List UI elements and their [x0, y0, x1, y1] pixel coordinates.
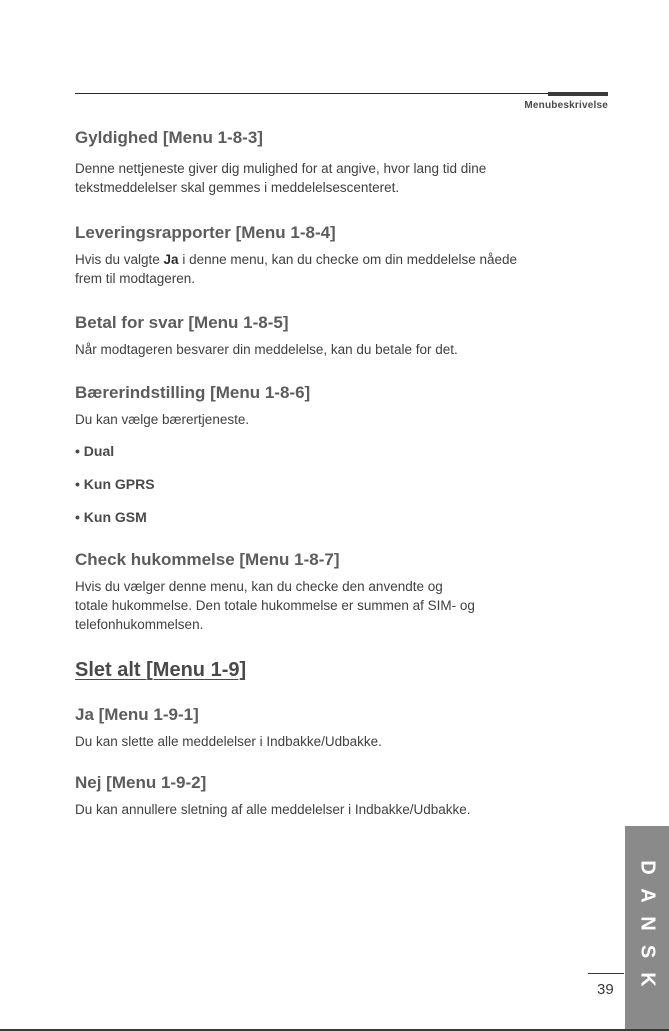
text-levering-line1 [75, 250, 517, 269]
text-check-line3: telefonhukommelsen. [75, 617, 204, 632]
page-number: 39 [597, 981, 614, 998]
tab-letter-5: K [636, 972, 659, 987]
text-levering-pre: Hvis du valgte [75, 252, 164, 267]
text-levering-post: i denne menu, kan du checke om din meddelelse nåede [178, 252, 518, 267]
tab-letter-1: D [636, 860, 659, 875]
text-betal-line1: Når modtageren besvarer din meddelelse, kan du betale for det. [75, 342, 458, 357]
text-gyldighed-line2: tekstmeddelelser skal gemmes i meddelelsescenteret. [75, 180, 400, 195]
bullet-kun-gprs: • Kun GPRS [75, 476, 155, 492]
tab-letter-2: A [636, 888, 659, 903]
text-baerer-line1: Du kan vælge bærertjeneste. [75, 412, 250, 427]
heading-leveringsrapporter: Leveringsrapporter [Menu 1-8-4] [75, 223, 336, 242]
bullet-dual: • Dual [75, 443, 115, 459]
header-rule-accent [548, 92, 608, 96]
heading-check-hukommelse: Check hukommelse [Menu 1-8-7] [75, 550, 340, 569]
text-levering-line2: frem til modtageren. [75, 271, 196, 286]
text-nej-line1: Du kan annullere sletning af alle meddelelser i Indbakke/Udbakke. [75, 802, 471, 817]
page-number-rule [588, 973, 624, 974]
heading-baererindstilling: Bærerindstilling [Menu 1-8-6] [75, 383, 311, 402]
tab-letter-3: N [636, 916, 659, 931]
text-ja-line1: Du kan slette alle meddelelser i Indbakke/Udbakke. [75, 734, 382, 749]
heading-gyldighed: Gyldighed [Menu 1-8-3] [75, 128, 263, 147]
tab-letter-4: S [636, 944, 659, 959]
language-side-tab [625, 826, 669, 1031]
running-title: Menubeskrivelse [524, 100, 608, 111]
text-gyldighed-line1: Denne nettjeneste giver dig mulighed for at angive, hvor lang tid dine [75, 161, 487, 176]
header-rule [75, 93, 608, 94]
text-levering-bold: Ja [163, 252, 179, 267]
bullet-kun-gsm: • Kun GSM [75, 509, 147, 525]
heading-nej: Nej [Menu 1-9-2] [75, 773, 207, 792]
text-check-line1: Hvis du vælger denne menu, kan du checke den anvendte og [75, 579, 443, 594]
text-check-line2: totale hukommelse. Den totale hukommelse er summen af SIM- og [75, 598, 475, 613]
heading-betal-for-svar: Betal for svar [Menu 1-8-5] [75, 313, 289, 332]
section-heading-slet-alt: Slet alt [Menu 1-9] [75, 659, 247, 681]
heading-ja: Ja [Menu 1-9-1] [75, 705, 199, 724]
